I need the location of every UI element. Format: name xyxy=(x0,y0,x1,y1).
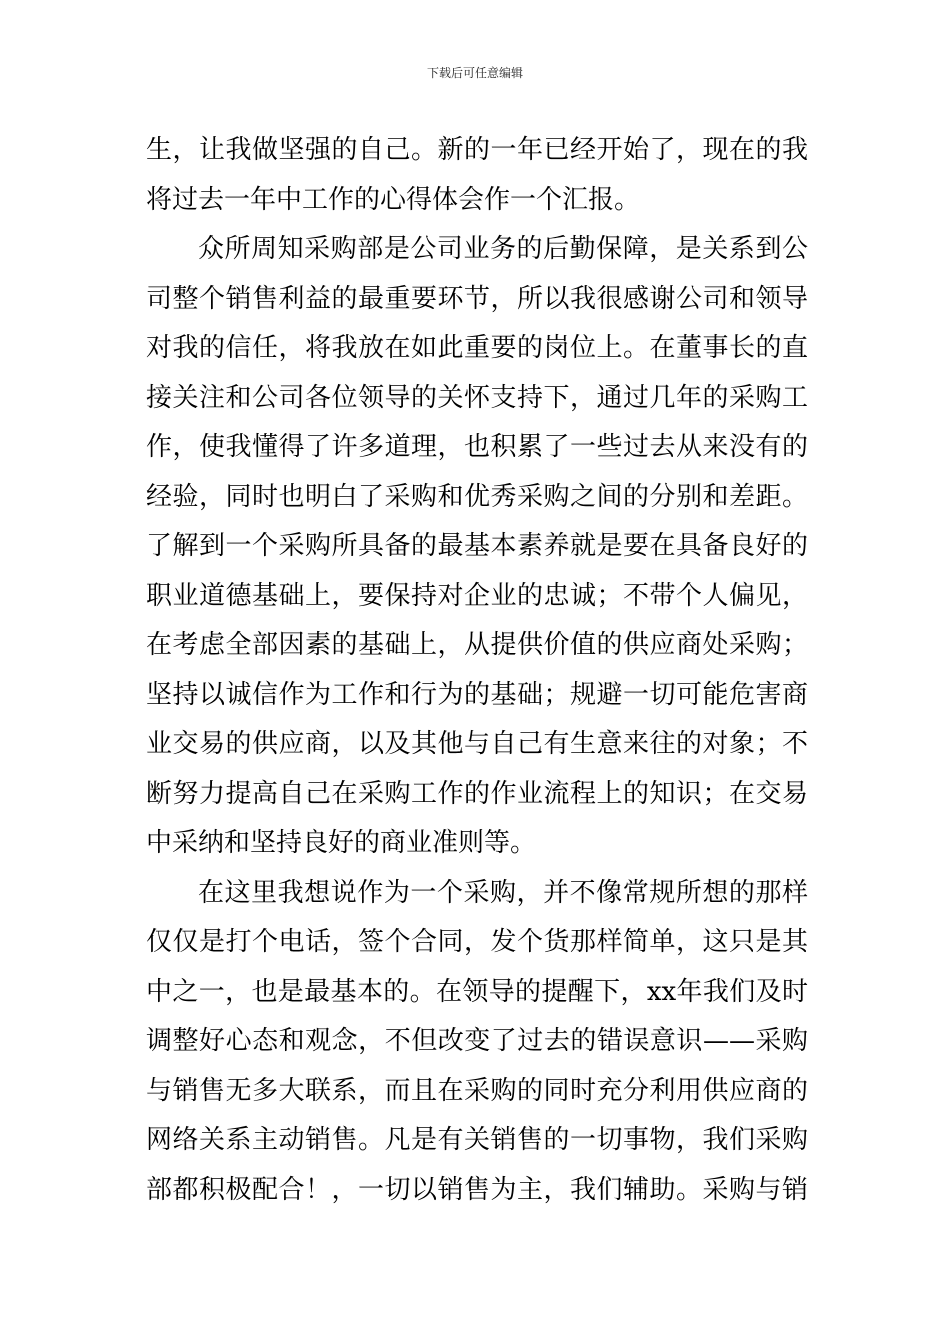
body-line: 仅仅是打个电话，签个合同，发个货那样简单，这只是其 xyxy=(146,927,808,957)
body-line: 断努力提高自己在采购工作的作业流程上的知识；在交易 xyxy=(146,778,808,809)
body-text xyxy=(146,126,808,1215)
body-line: 在这里我想说作为一个采购，并不像常规所想的那样 xyxy=(198,877,808,908)
body-line: 众所周知采购部是公司业务的后勤保障，是关系到公 xyxy=(198,234,808,264)
body-line: 部都积极配合！，一切以销售为主，我们辅助。采购与销 xyxy=(146,1174,808,1205)
body-line: 作，使我懂得了许多道理，也积累了一些过去从来没有的 xyxy=(146,432,808,462)
body-line: 司整个销售利益的最重要环节，所以我很感谢公司和领导 xyxy=(146,283,808,314)
body-line: 了解到一个采购所具备的最基本素养就是要在具备良好的 xyxy=(146,531,808,561)
body-line: 职业道德基础上，要保持对企业的忠诚；不带个人偏见， xyxy=(146,580,808,611)
body-line: 接关注和公司各位领导的关怀支持下，通过几年的采购工 xyxy=(146,382,808,413)
body-line: 与销售无多大联系，而且在采购的同时充分利用供应商的 xyxy=(146,1075,808,1106)
body-line: 经验，同时也明白了采购和优秀采购之间的分别和差距。 xyxy=(146,481,808,512)
body-line: 在考虑全部因素的基础上，从提供价值的供应商处采购； xyxy=(146,630,808,660)
body-line: 网络关系主动销售。凡是有关销售的一切事物，我们采购 xyxy=(146,1125,808,1155)
body-line: 中之一，也是最基本的。在领导的提醒下，xx年我们及时 xyxy=(146,976,808,1007)
body-line: 坚持以诚信作为工作和行为的基础；规避一切可能危害商 xyxy=(146,679,808,710)
body-line: 业交易的供应商，以及其他与自己有生意来往的对象；不 xyxy=(146,729,808,759)
body-line: 调整好心态和观念，不但改变了过去的错误意识——采购 xyxy=(146,1026,808,1056)
body-line: 中采纳和坚持良好的商业准则等。 xyxy=(146,828,537,858)
page-header: 下载后可任意编辑 xyxy=(426,66,523,80)
body-line: 生，让我做坚强的自己。新的一年已经开始了，现在的我 xyxy=(146,135,808,165)
body-line: 对我的信任，将我放在如此重要的岗位上。在董事长的直 xyxy=(146,333,808,363)
body-line: 将过去一年中工作的心得体会作一个汇报。 xyxy=(146,184,641,215)
